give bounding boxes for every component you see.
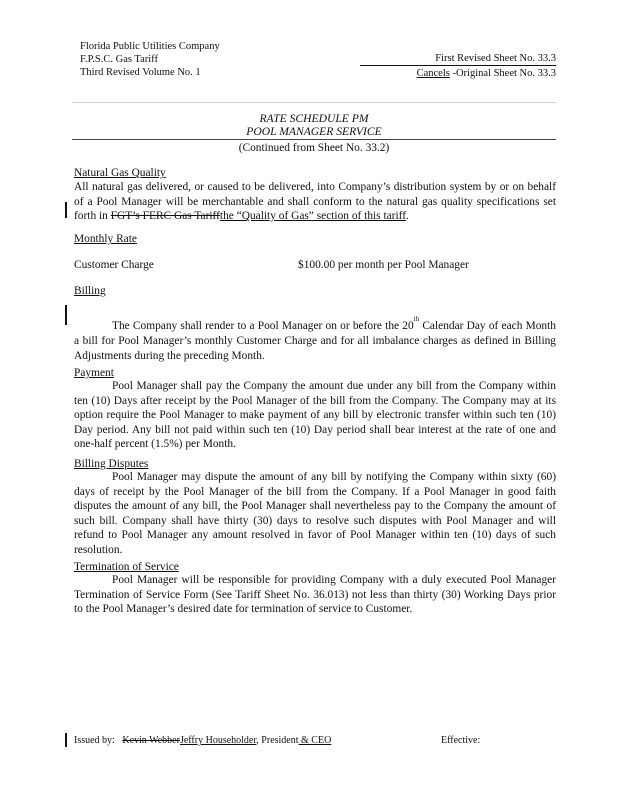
payment-heading: Payment [74,367,114,379]
gas-quality-text [74,180,556,224]
billing-heading: Billing [74,285,106,297]
gas-quality-text-a: All natural gas delivered, or caused to be delivered, into Company’s distribution system by or on behalf of a Pool Manager will be merchantable and shall conform to the natural gas quality specifications set forth in [74,181,556,223]
sheet-number [360,53,556,66]
service-title: POOL MANAGER SERVICE [246,125,382,138]
revision-bar [65,305,67,325]
termination-heading: Termination of Service [74,561,179,573]
issuer-title: , President [256,735,299,746]
monthly-rate-heading: Monthly Rate [74,233,137,245]
issuer-title-inserted: & CEO [298,735,332,746]
cancels-label: Cancels [416,68,450,79]
company-name: Florida Public Utilities Company [80,41,220,52]
continued-note: (Continued from Sheet No. 33.2) [238,142,390,154]
gas-quality-text-b: . [406,210,409,223]
revision-bar [65,202,67,218]
revision-bar [65,733,67,747]
cancels-sheet: -Original Sheet No. 33.3 [449,68,556,79]
sheet-number-text: First Revised Sheet No. 33.3 [435,53,556,64]
header-divider [72,102,556,103]
volume-number: Third Revised Volume No. 1 [80,67,201,78]
rate-schedule-title: RATE SCHEDULE PM [259,112,369,125]
customer-charge-label: Customer Charge [74,259,154,271]
struck-issuer: Kevin Webber [122,735,180,746]
customer-charge-value: $100.00 per month per Pool Manager [298,259,469,271]
billing-superscript: th [413,315,420,323]
inserted-text: the “Quality of Gas” section of this tariff [219,210,407,223]
gas-quality-heading: Natural Gas Quality [74,167,166,179]
billing-text-a: The Company shall render to a Pool Manager on or before the 20 [112,320,414,332]
cancels-line [360,67,556,80]
title-block [72,112,556,138]
termination-text: Pool Manager will be responsible for providing Company with a duly executed Pool Manager Termination of Service Form (See Tariff Sheet No. 36.013) not less than thirty (30) Working Days prior to the Pool Manager’s desired date for termination of service to Customer. [74,574,556,616]
footer [74,735,556,747]
billing-text [74,312,556,364]
struck-text: FGT’s FERC Gas Tariff [110,210,220,223]
title-divider [72,139,556,140]
tariff-name: F.P.S.C. Gas Tariff [80,54,158,65]
billing-text-b: Calendar Day of each Month a bill for Pool Manager’s monthly Customer Charge and for all imbalance charges as defined in Billing Adjustments during the preceding Month. [74,320,556,362]
inserted-issuer: Jeffry Householder [179,735,257,746]
header-right [360,53,556,80]
billing-disputes-text: Pool Manager may dispute the amount of any bill by notifying the Company within sixty (60) days of receipt by the Pool Manager of the bill from the Company. If a Pool Manager in good faith disputes the amount of any bill, the Pool Manager shall nevertheless pay to the Company the amount of such bill. Company shall have thirty (30) days to resolve such disputes with Pool Manager and will refund to Pool Manager any amount resolved in favor of Pool Manager within ten (10) days of such resolution. [74,471,556,556]
payment-text: Pool Manager shall pay the Company the amount due under any bill from the Company within ten (10) Days after receipt by the Pool Manager of the bill from the Company. The Company may at its option require the Pool Manager to make payment of any bill by electronic transfer within such ten (10) Day period. Any bill not paid within such ten (10) Day period shall bear interest at the rate of one and one-half percent (1.5%) per Month. [74,380,556,451]
billing-disputes-heading: Billing Disputes [74,458,149,470]
effective-label: Effective: [441,735,481,746]
header-left [80,40,340,79]
issued-by-label: Issued by: [74,735,115,746]
